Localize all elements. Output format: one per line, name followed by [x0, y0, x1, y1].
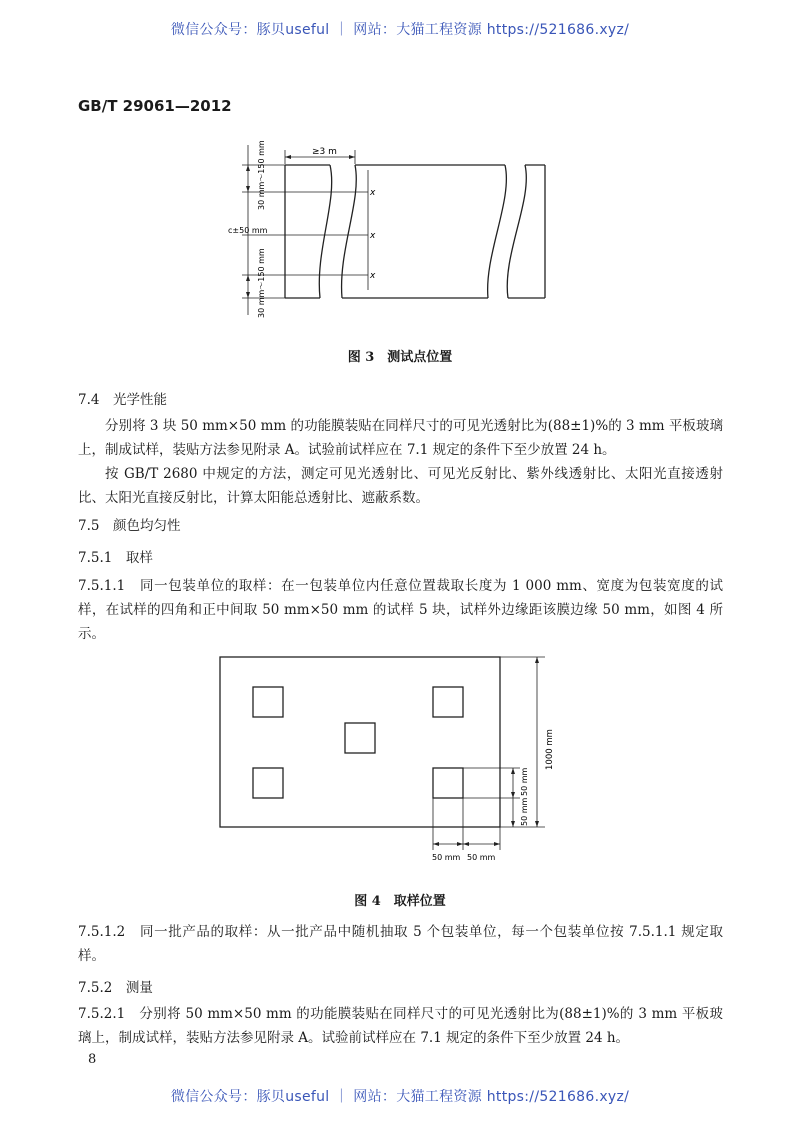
- figure-3-point-top: x: [370, 188, 376, 198]
- figure-4-vertical-bottom-label: 50 mm: [520, 797, 529, 826]
- section-7-4-paragraph-1: 分别将 3 块 50 mm×50 mm 的功能膜装贴在同样尺寸的可见光透射比为(88±1)%的 3 mm 平板玻璃上，制成试样，装贴方法参见附录 A。试验前试样应在 7.1 规定的条件下至少放置 24 h。: [78, 418, 723, 458]
- watermark-bottom: 微信公众号：豚贝useful ｜ 网站：大猫工程资源 https://521686.xyz/: [170, 1089, 630, 1105]
- section-7-5-2-heading: 7.5.2 测量: [78, 980, 153, 996]
- figure-4-diagram: [215, 650, 575, 870]
- figure-3-center-label: c±50 mm: [228, 226, 268, 235]
- watermark-top: 微信公众号：豚贝useful ｜ 网站：大猫工程资源 https://521686.xyz/: [170, 22, 630, 38]
- figure-3-caption: 图 3 测试点位置: [347, 350, 453, 365]
- figure-4-vertical-top-label: 50 mm: [520, 767, 529, 796]
- figure-3-diagram: [220, 140, 570, 325]
- section-7-4-heading: 7.4 光学性能: [78, 392, 167, 408]
- section-7-5-1-1-paragraph: 7.5.1.1 同一包装单位的取样：在一包装单位内任意位置裁取长度为 1 000 mm、宽度为包装宽度的试样，在试样的四角和正中间取 50 mm×50 mm 的试样 5 块，试样外边缘距该膜边缘 50 mm，如图 4 所示。: [78, 578, 723, 642]
- document-code: GB/T 29061—2012: [78, 97, 232, 115]
- figure-4-horizontal-right-label: 50 mm: [467, 853, 496, 862]
- figure-4-height-label: 1000 mm: [545, 729, 555, 770]
- figure-3-point-middle: x: [370, 231, 376, 241]
- section-7-5-2-1-paragraph: 7.5.2.1 分别将 50 mm×50 mm 的功能膜装贴在同样尺寸的可见光透射比为(88±1)%的 3 mm 平板玻璃上，制成试样，装贴方法参见附录 A。试验前试样应在 7.1 规定的条件下至少放置 24 h。: [78, 1006, 723, 1046]
- figure-3-width-label: ≥3 m: [312, 147, 337, 157]
- section-7-5-1-heading: 7.5.1 取样: [78, 550, 153, 566]
- section-7-5-1-2-paragraph: 7.5.1.2 同一批产品的取样：从一批产品中随机抽取 5 个包装单位，每一个包装单位按 7.5.1.1 规定取样。: [78, 924, 723, 964]
- figure-4-caption: 图 4 取样位置: [354, 894, 446, 909]
- section-7-4-paragraph-2: 按 GB/T 2680 中规定的方法，测定可见光透射比、可见光反射比、紫外线透射比、太阳光直接透射比、太阳光直接反射比，计算太阳能总透射比、遮蔽系数。: [78, 466, 723, 506]
- figure-4-horizontal-left-label: 50 mm: [432, 853, 461, 862]
- figure-3-bottom-margin-label: 30 mm～150 mm: [257, 248, 266, 318]
- page-number: 8: [88, 1052, 97, 1067]
- section-7-5-heading: 7.5 颜色均匀性: [78, 518, 181, 534]
- figure-3-top-margin-label: 30 mm～150 mm: [257, 140, 266, 210]
- figure-3-point-bottom: x: [370, 271, 376, 281]
